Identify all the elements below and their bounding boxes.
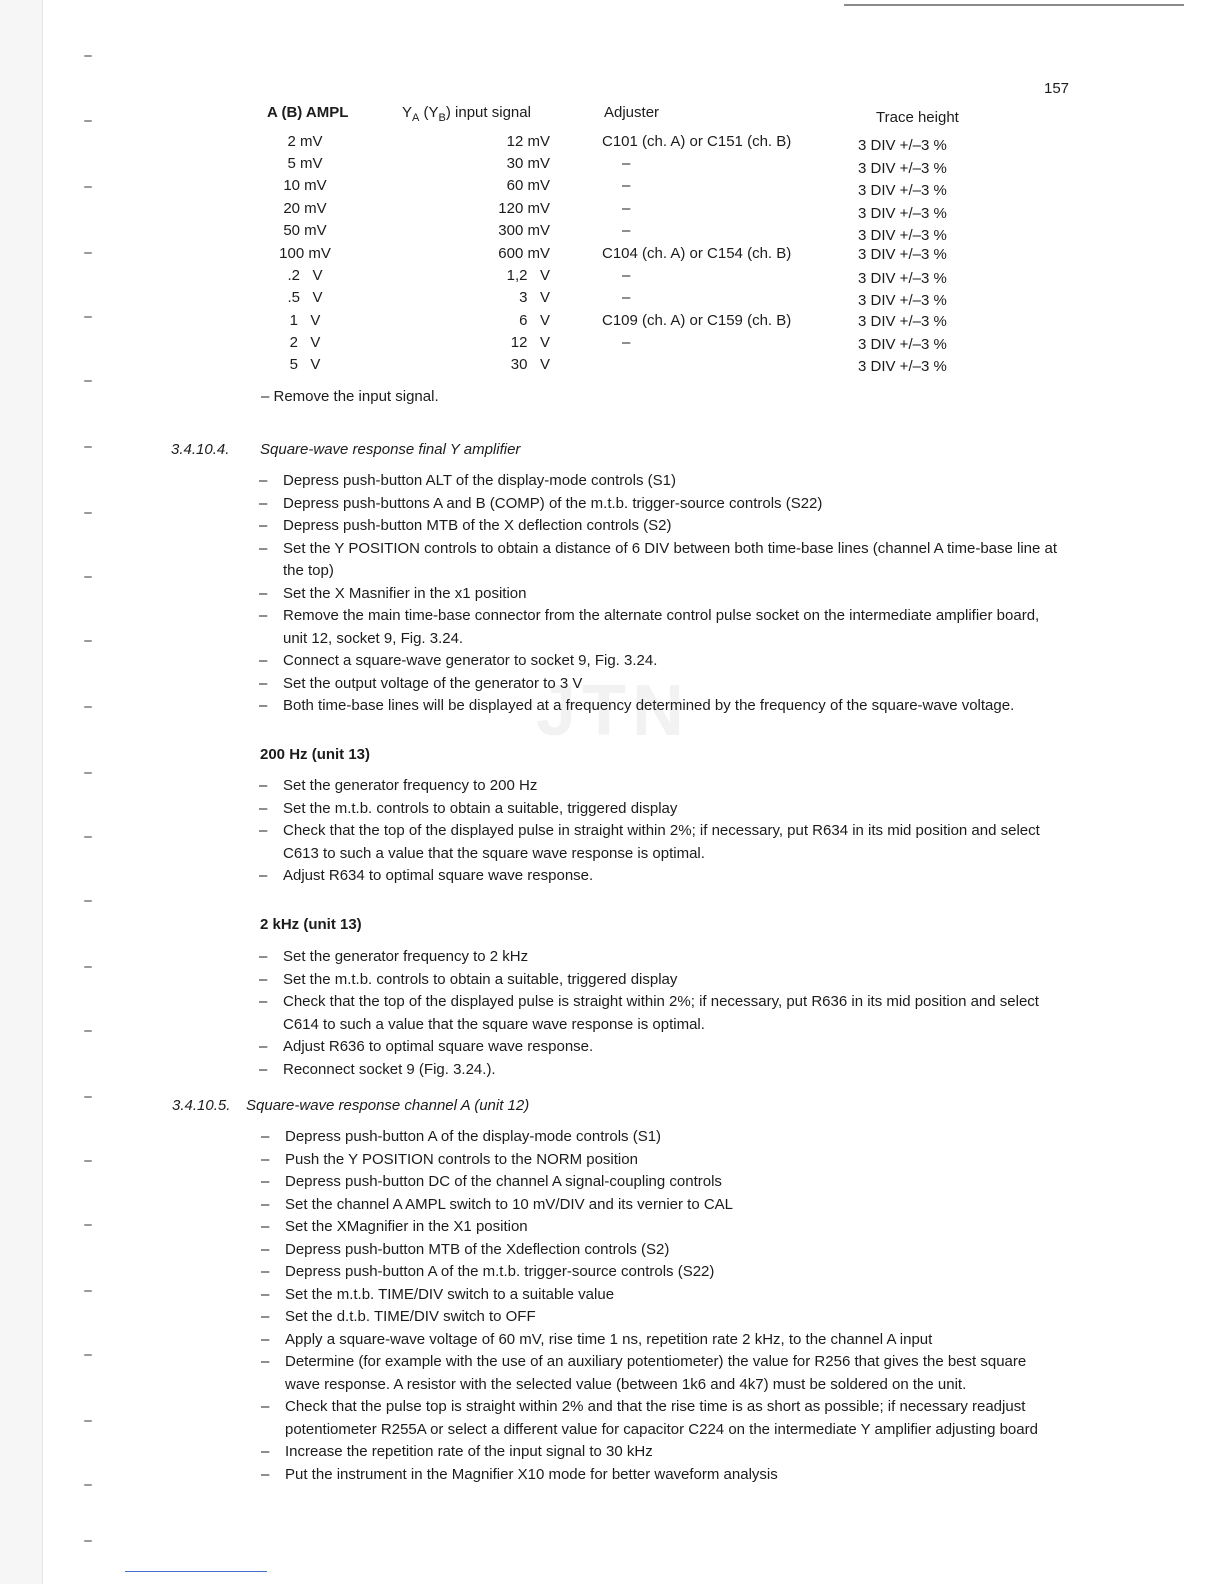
- list-item: – Set the output voltage of the generator to 3 V: [259, 674, 583, 692]
- list-item: – Set the Y POSITION controls to obtain a distance of 6 DIV between both time-base lines (channel A time-base line at the top): [259, 539, 1058, 579]
- section-number: 3.4.10.4.: [171, 441, 230, 458]
- column-header-adjuster: Adjuster: [604, 104, 660, 121]
- trace-cell: 3 DIV +/–3 %: [858, 336, 947, 353]
- input-cell: 30 mV: [506, 155, 550, 172]
- trace-cell: 3 DIV +/–3 %: [858, 227, 947, 244]
- trace-cell: 3 DIV +/–3 %: [858, 313, 947, 330]
- input-cell: 6 V: [519, 312, 550, 329]
- table-row: [250, 267, 1010, 289]
- binding-mark: [84, 120, 92, 122]
- list-item: – Push the Y POSITION controls to the NORM position: [261, 1150, 638, 1168]
- table-row: [250, 200, 1010, 222]
- list-item: – Check that the top of the displayed pulse in straight within 2%; if necessary, put R634 in its mid position and select C613 to such a value that the square wave response is optimal.: [259, 822, 1040, 862]
- table-row: [250, 222, 1010, 244]
- list-item: – Depress push-button MTB of the X deflection controls (S2): [259, 517, 672, 534]
- list-item: – Set the generator frequency to 200 Hz: [259, 777, 538, 794]
- ampl-cell: 10 mV: [283, 177, 327, 194]
- list-item: – Increase the repetition rate of the input signal to 30 kHz: [261, 1443, 653, 1460]
- trace-cell: 3 DIV +/–3 %: [858, 292, 947, 309]
- trace-cell: 3 DIV +/–3 %: [858, 137, 947, 154]
- adjuster-cell: –: [622, 267, 631, 284]
- ampl-cell: 50 mV: [283, 222, 327, 239]
- subsection-title: 200 Hz (unit 13): [260, 746, 371, 763]
- list-item: – Set the generator frequency to 2 kHz: [259, 948, 529, 965]
- trace-cell: 3 DIV +/–3 %: [858, 182, 947, 199]
- binding-mark: [84, 316, 92, 318]
- adjuster-cell: C104 (ch. A) or C154 (ch. B): [602, 245, 792, 262]
- input-cell: 600 mV: [498, 245, 550, 262]
- adjuster-cell: –: [622, 334, 631, 351]
- ampl-cell: 1 V: [289, 312, 321, 329]
- watermark: JTN: [536, 671, 691, 751]
- list-item: – Remove the main time-base connector from the alternate control pulse socket on the intermediate amplifier board, unit 12, socket 9, Fig. 3.24.: [259, 607, 1040, 647]
- list-item: – Check that the pulse top is straight within 2% and that the rise time is as short as possible; if necessary readjust potentiometer R255A or select a different value for capacitor C224 on the intermediate Y amplifier adjusting board: [261, 1398, 1038, 1438]
- step-list: [259, 775, 1049, 888]
- input-cell: 300 mV: [498, 222, 550, 239]
- binding-mark: [84, 836, 92, 838]
- list-item: – Check that the top of the displayed pulse is straight within 2%; if necessary, put R636 in its mid position and select C614 to such a value that the square wave response is optimal.: [259, 993, 1039, 1033]
- trace-cell: 3 DIV +/–3 %: [858, 160, 947, 177]
- list-item: – Set the d.t.b. TIME/DIV switch to OFF: [261, 1308, 536, 1325]
- step-list: [259, 470, 1059, 718]
- adjuster-cell: –: [622, 200, 631, 217]
- list-item: – Depress push-button A of the display-mode controls (S1): [261, 1128, 662, 1145]
- table-row: [250, 133, 1010, 155]
- binding-mark: [84, 55, 92, 57]
- list-item: – Determine (for example with the use of an auxiliary potentiometer) the value for R256 that gives the best square wave response. A resistor with the selected value (between 1k6 and 4k7) must be soldered on the unit.: [261, 1353, 1027, 1393]
- binding-mark: [84, 1160, 92, 1162]
- footnote-rule: [125, 1571, 267, 1572]
- binding-mark: [84, 252, 92, 254]
- binding-mark: [84, 706, 92, 708]
- page-number: 157: [1044, 80, 1070, 97]
- list-item: – Put the instrument in the Magnifier X10 mode for better waveform analysis: [261, 1465, 778, 1483]
- input-cell: 120 mV: [498, 200, 550, 217]
- scan-margin: [0, 0, 43, 1584]
- adjuster-cell: –: [622, 177, 631, 194]
- binding-mark: [84, 1420, 92, 1422]
- input-cell: 12 mV: [506, 133, 550, 150]
- list-item: – Apply a square-wave voltage of 60 mV, rise time 1 ns, repetition rate 2 kHz, to the channel A input: [261, 1330, 933, 1348]
- table-row: [250, 312, 1010, 334]
- binding-mark: [84, 1354, 92, 1356]
- list-item: – Set the m.t.b. controls to obtain a suitable, triggered display: [259, 799, 678, 817]
- input-cell: 1,2 V: [506, 267, 550, 284]
- list-item: – Depress push-button A of the m.t.b. trigger-source controls (S22): [261, 1263, 715, 1280]
- adjuster-cell: C109 (ch. A) or C159 (ch. B): [602, 312, 792, 329]
- table-row: [250, 177, 1010, 199]
- binding-mark: [84, 1096, 92, 1098]
- column-header-input: $Y_A$ $(Y_B)$ input signal: [402, 104, 531, 124]
- binding-mark: [84, 640, 92, 642]
- binding-mark: [84, 966, 92, 968]
- adjuster-cell: –: [622, 222, 631, 239]
- binding-mark: [84, 446, 92, 448]
- list-item: – Adjust R636 to optimal square wave response.: [259, 1038, 594, 1055]
- input-cell: 3 V: [519, 289, 550, 306]
- section-title: Square-wave response channel A (unit 12): [246, 1097, 530, 1114]
- binding-mark: [84, 1540, 92, 1542]
- list-item: – Depress push-button MTB of the Xdeflection controls (S2): [261, 1240, 670, 1258]
- list-item: – Set the XMagnifier in the X1 position: [261, 1218, 528, 1235]
- list-item: – Adjust R634 to optimal square wave response.: [259, 867, 594, 884]
- column-header-ampl: A (B) AMPL: [267, 104, 349, 121]
- list-item: – Set the X Masnifier in the x1 position: [259, 584, 527, 602]
- list-item: – Depress push-button DC of the channel A signal-coupling controls: [261, 1173, 722, 1190]
- trace-cell: 3 DIV +/–3 %: [858, 246, 947, 263]
- list-item: – Connect a square-wave generator to socket 9, Fig. 3.24.: [259, 652, 658, 669]
- ampl-cell: 5 mV: [287, 155, 323, 172]
- ampl-cell: 20 mV: [283, 200, 327, 217]
- top-rule: [844, 4, 1184, 6]
- ampl-cell: 2 mV: [287, 133, 323, 150]
- section-number: 3.4.10.5.: [172, 1097, 231, 1114]
- list-item: – Reconnect socket 9 (Fig. 3.24.).: [259, 1060, 496, 1078]
- column-header-trace: Trace height: [876, 109, 959, 126]
- adjuster-cell: –: [622, 289, 631, 306]
- trace-cell: 3 DIV +/–3 %: [858, 270, 947, 287]
- list-item: – Set the m.t.b. controls to obtain a suitable, triggered display: [259, 970, 678, 988]
- binding-mark: [84, 186, 92, 188]
- ampl-cell: .5 V: [287, 289, 323, 306]
- list-item: – Depress push-button ALT of the display-mode controls (S1): [259, 472, 676, 489]
- table-note: – Remove the input signal.: [261, 388, 439, 405]
- ampl-cell: .2 V: [287, 267, 323, 284]
- table-row: [250, 334, 1010, 356]
- list-item: – Set the m.t.b. TIME/DIV switch to a suitable value: [261, 1285, 615, 1303]
- subsection-title: 2 kHz (unit 13): [260, 916, 362, 933]
- adjuster-cell: –: [622, 155, 631, 172]
- binding-mark: [84, 1290, 92, 1292]
- binding-mark: [84, 1030, 92, 1032]
- table-row: [250, 356, 1010, 378]
- list-item: – Both time-base lines will be displayed at a frequency determined by the frequency of the square-wave voltage.: [259, 697, 1015, 714]
- table-row: [250, 289, 1010, 311]
- input-cell: 30 V: [510, 356, 550, 373]
- input-cell: 60 mV: [506, 177, 550, 194]
- binding-mark: [84, 512, 92, 514]
- binding-mark: [84, 380, 92, 382]
- list-item: – Depress push-buttons A and B (COMP) of the m.t.b. trigger-source controls (S22): [259, 494, 823, 512]
- section-title: Square-wave response final Y amplifier: [260, 441, 521, 458]
- binding-mark: [84, 772, 92, 774]
- input-cell: 12 V: [510, 334, 550, 351]
- trace-cell: 3 DIV +/–3 %: [858, 358, 947, 375]
- trace-cell: 3 DIV +/–3 %: [858, 205, 947, 222]
- table-row: [250, 155, 1010, 177]
- adjuster-cell: C101 (ch. A) or C151 (ch. B): [602, 133, 792, 150]
- step-list: [259, 946, 1049, 1081]
- ampl-cell: 5 V: [289, 356, 321, 373]
- table-row: [250, 245, 1010, 267]
- binding-mark: [84, 900, 92, 902]
- binding-mark: [84, 1224, 92, 1226]
- step-list: [261, 1126, 1061, 1486]
- list-item: – Set the channel A AMPL switch to 10 mV/DIV and its vernier to CAL: [261, 1195, 734, 1213]
- binding-mark: [84, 576, 92, 578]
- ampl-cell: 2 V: [289, 334, 321, 351]
- binding-mark: [84, 1484, 92, 1486]
- ampl-cell: 100 mV: [279, 245, 331, 262]
